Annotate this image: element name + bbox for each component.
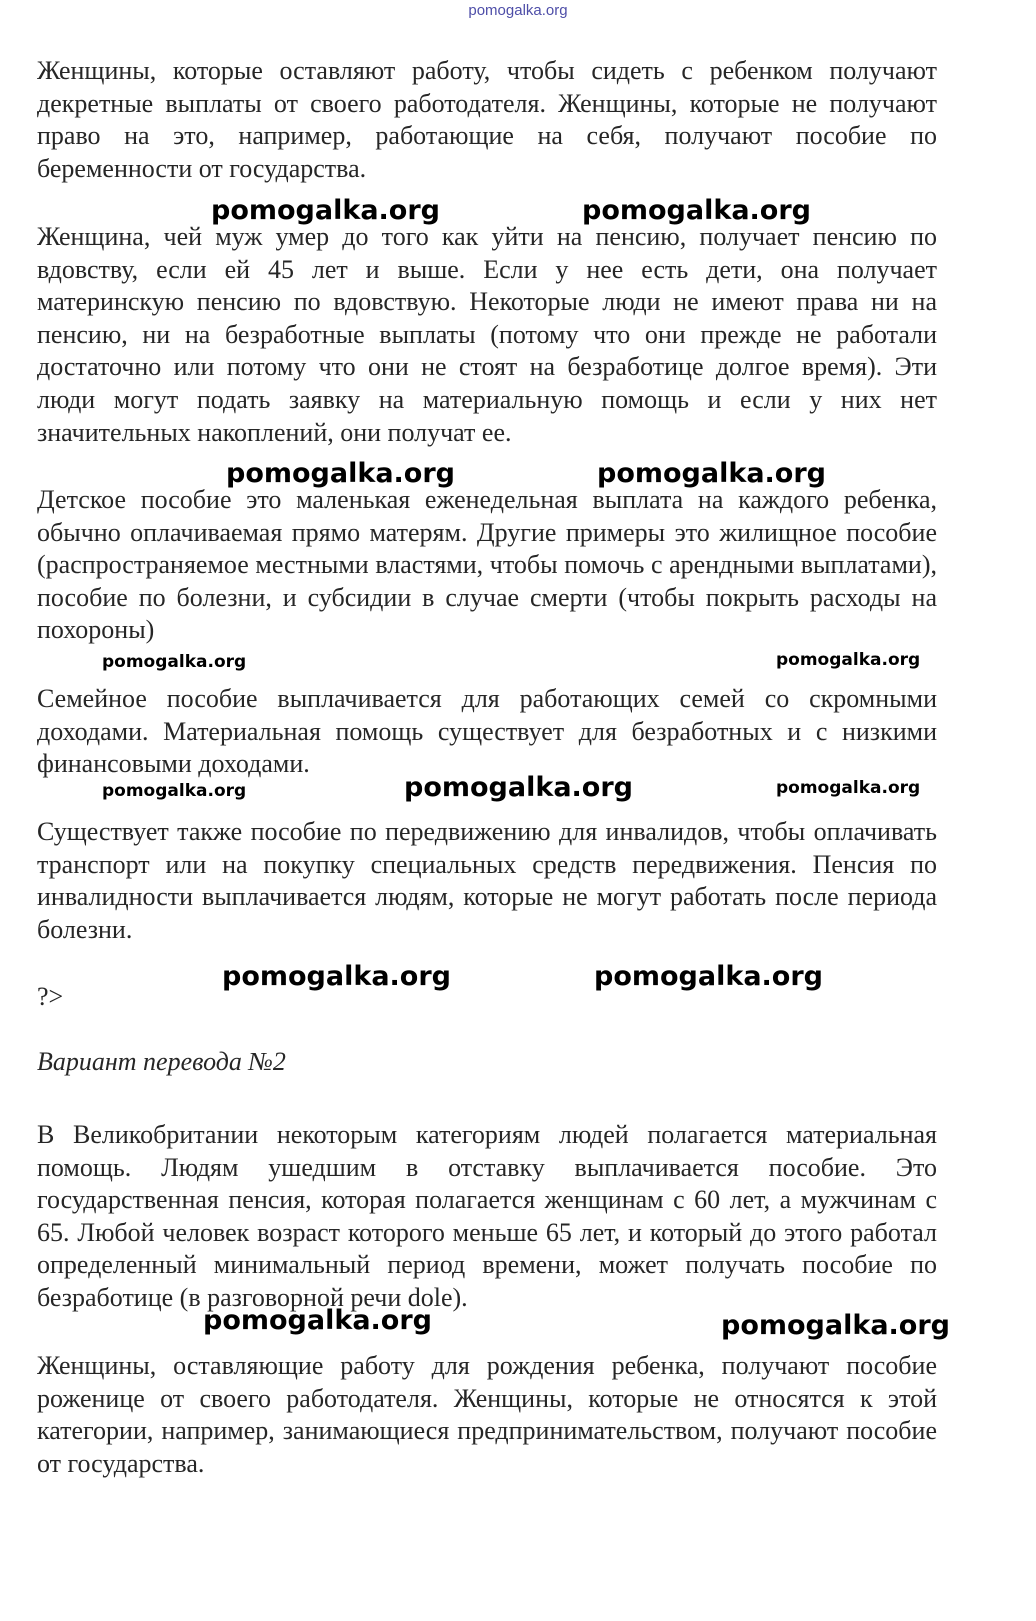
paragraph-variant2-maternity: Женщины, оставляющие работу для рождения ребенка, получают пособие роженице от своего работодателя. Женщины, которые не относятся к этой категории, например, занимающиеся предпринимательством, получают пособие от государства. [37, 1351, 937, 1478]
paragraph-maternity-pay: Женщины, которые оставляют работу, чтобы сидеть с ребенком получают декретные выплаты от своего работодателя. Женщины, которые не получают право на это, например, работающие на себя, получают пособие по беременности от государства. [37, 56, 937, 183]
watermark: pomogalka.org [594, 961, 823, 992]
watermark: pomogalka.org [597, 458, 826, 489]
watermark: pomogalka.org [102, 652, 247, 672]
site-link-header[interactable]: pomogalka.org [468, 2, 568, 19]
watermark: pomogalka.org [776, 778, 921, 798]
paragraph-family-credit: Семейное пособие выплачивается для работающих семей со скромными доходами. Материальная помощь существует для безработных и с низкими финансовыми доходами. [37, 684, 937, 779]
paragraph-variant2-benefits: В Великобритании некоторым категориям людей полагается материальная помощь. Людям ушедшим в отставку выплачивается пособие. Это государственная пенсия, которая полагается женщинам с 60 лет, а мужчинам с 65. Любой человек возраст которого меньше 65 лет, и который до этого работал определенный минимальный период времени, может получать пособие по безработице (в разговорной речи dole). [37, 1120, 937, 1312]
watermark: pomogalka.org [776, 650, 921, 670]
paragraph-mobility-allowance: Существует также пособие по передвижению для инвалидов, чтобы оплачивать транспорт или на покупку специальных средств передвижения. Пенсия по инвалидности выплачивается людям, которые не могут работать после периода болезни. [37, 817, 937, 944]
watermark: pomogalka.org [404, 772, 633, 803]
watermark: pomogalka.org [222, 961, 451, 992]
watermark: pomogalka.org [582, 195, 811, 226]
paragraph-child-benefit: Детское пособие это маленькая еженедельная выплата на каждого ребенка, обычно оплачиваемая прямо матерям. Другие примеры это жилищное пособие (распространяемое местными властями, чтобы помочь с арендными выплатами), пособие по болезни, и субсидии в случае смерти (чтобы покрыть расходы на похороны) [37, 485, 937, 645]
watermark: pomogalka.org [102, 781, 247, 801]
paragraph-widow-pension: Женщина, чей муж умер до того как уйти на пенсию, получает пенсию по вдовству, если ей 45 лет и выше. Если у нее есть дети, она получает материнскую пенсию по вдовствую. Некоторые люди не имеют права ни на пенсию, ни на безработные выплаты (потому что они прежде не работали достаточно или потому что они не стоят на безработице долгое время). Эти люди могут подать заявку на материальную помощь и если у них нет значительных накоплений, они получат ее. [37, 222, 937, 447]
watermark: pomogalka.org [203, 1305, 432, 1336]
watermark: pomogalka.org [211, 195, 440, 226]
variant-heading: Вариант перевода №2 [37, 1047, 286, 1076]
watermark: pomogalka.org [721, 1310, 950, 1341]
code-marker: ?> [37, 982, 64, 1011]
watermark: pomogalka.org [226, 458, 455, 489]
